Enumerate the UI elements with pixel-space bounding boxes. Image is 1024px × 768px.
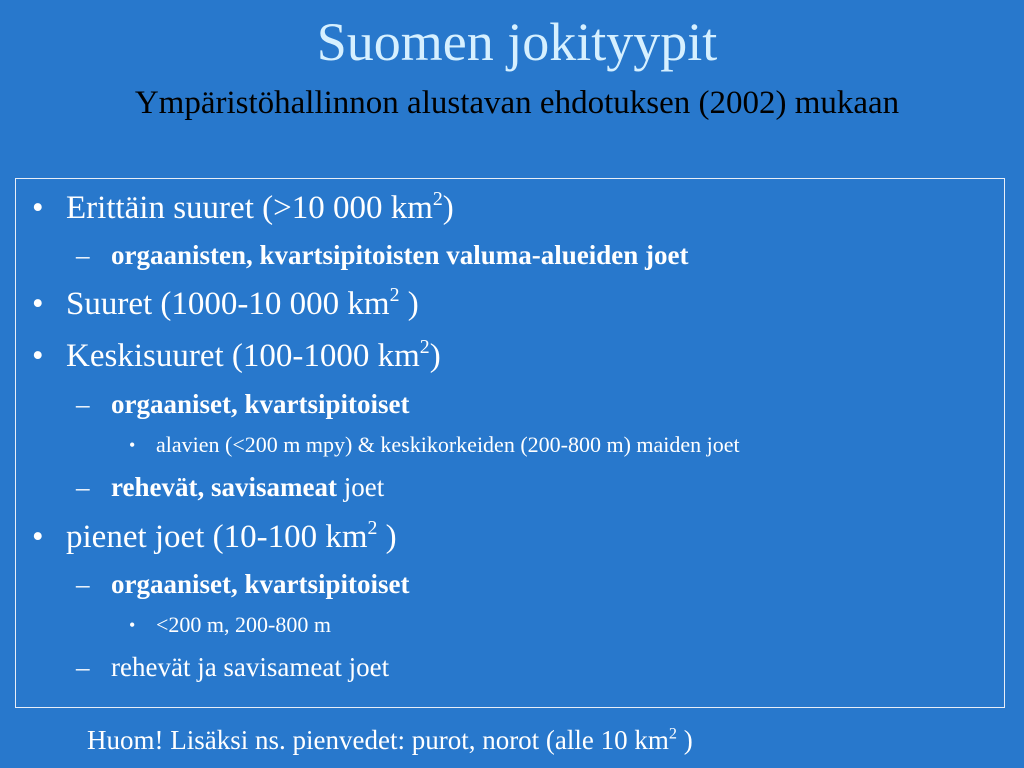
item-text: rehevät, savisameat joet xyxy=(111,472,385,502)
item-text: Erittäin suuret (>10 000 $km^2$) xyxy=(66,188,454,226)
small-bullet-marker: • xyxy=(129,615,136,635)
item-text: rehevät ja savisameat joet xyxy=(111,652,390,682)
item-text: alavien (<200 m mpy) & keskikorkeiden (200-800 m) maiden joet xyxy=(156,432,740,457)
item-text: orgaaniset, kvartsipitoiset xyxy=(111,569,410,599)
slide-title: Suomen jokityypit xyxy=(316,12,718,72)
item-text: orgaaniset, kvartsipitoiset xyxy=(111,389,410,419)
dash-marker: – xyxy=(76,472,90,502)
footnote: Huom! Lisäksi ns. pienvedet: purot, norot (alle 10 $km^2$ ) xyxy=(87,724,693,755)
dash-marker: – xyxy=(76,652,90,682)
item-text: Suuret (1000-10 000 $km^2$ ) xyxy=(66,284,419,322)
item-text: Keskisuuret (100-1000 $km^2$) xyxy=(66,336,441,374)
item-text: pienet joet (10-100 $km^2$ ) xyxy=(66,517,397,555)
slide-subtitle: Ympäristöhallinnon alustavan ehdotuksen (2002) mukaan xyxy=(134,85,900,121)
dash-marker: – xyxy=(76,240,90,270)
item-text: orgaanisten, kvartsipitoisten valuma-alueiden joet xyxy=(111,240,689,270)
bullet-marker: • xyxy=(32,190,44,226)
dash-marker: – xyxy=(76,569,90,599)
small-bullet-marker: • xyxy=(129,435,136,455)
bullet-marker: • xyxy=(32,519,44,555)
bullet-marker: • xyxy=(32,286,44,322)
item-text: <200 m, 200-800 m xyxy=(156,612,331,637)
bullet-marker: • xyxy=(32,338,44,374)
dash-marker: – xyxy=(76,389,90,419)
